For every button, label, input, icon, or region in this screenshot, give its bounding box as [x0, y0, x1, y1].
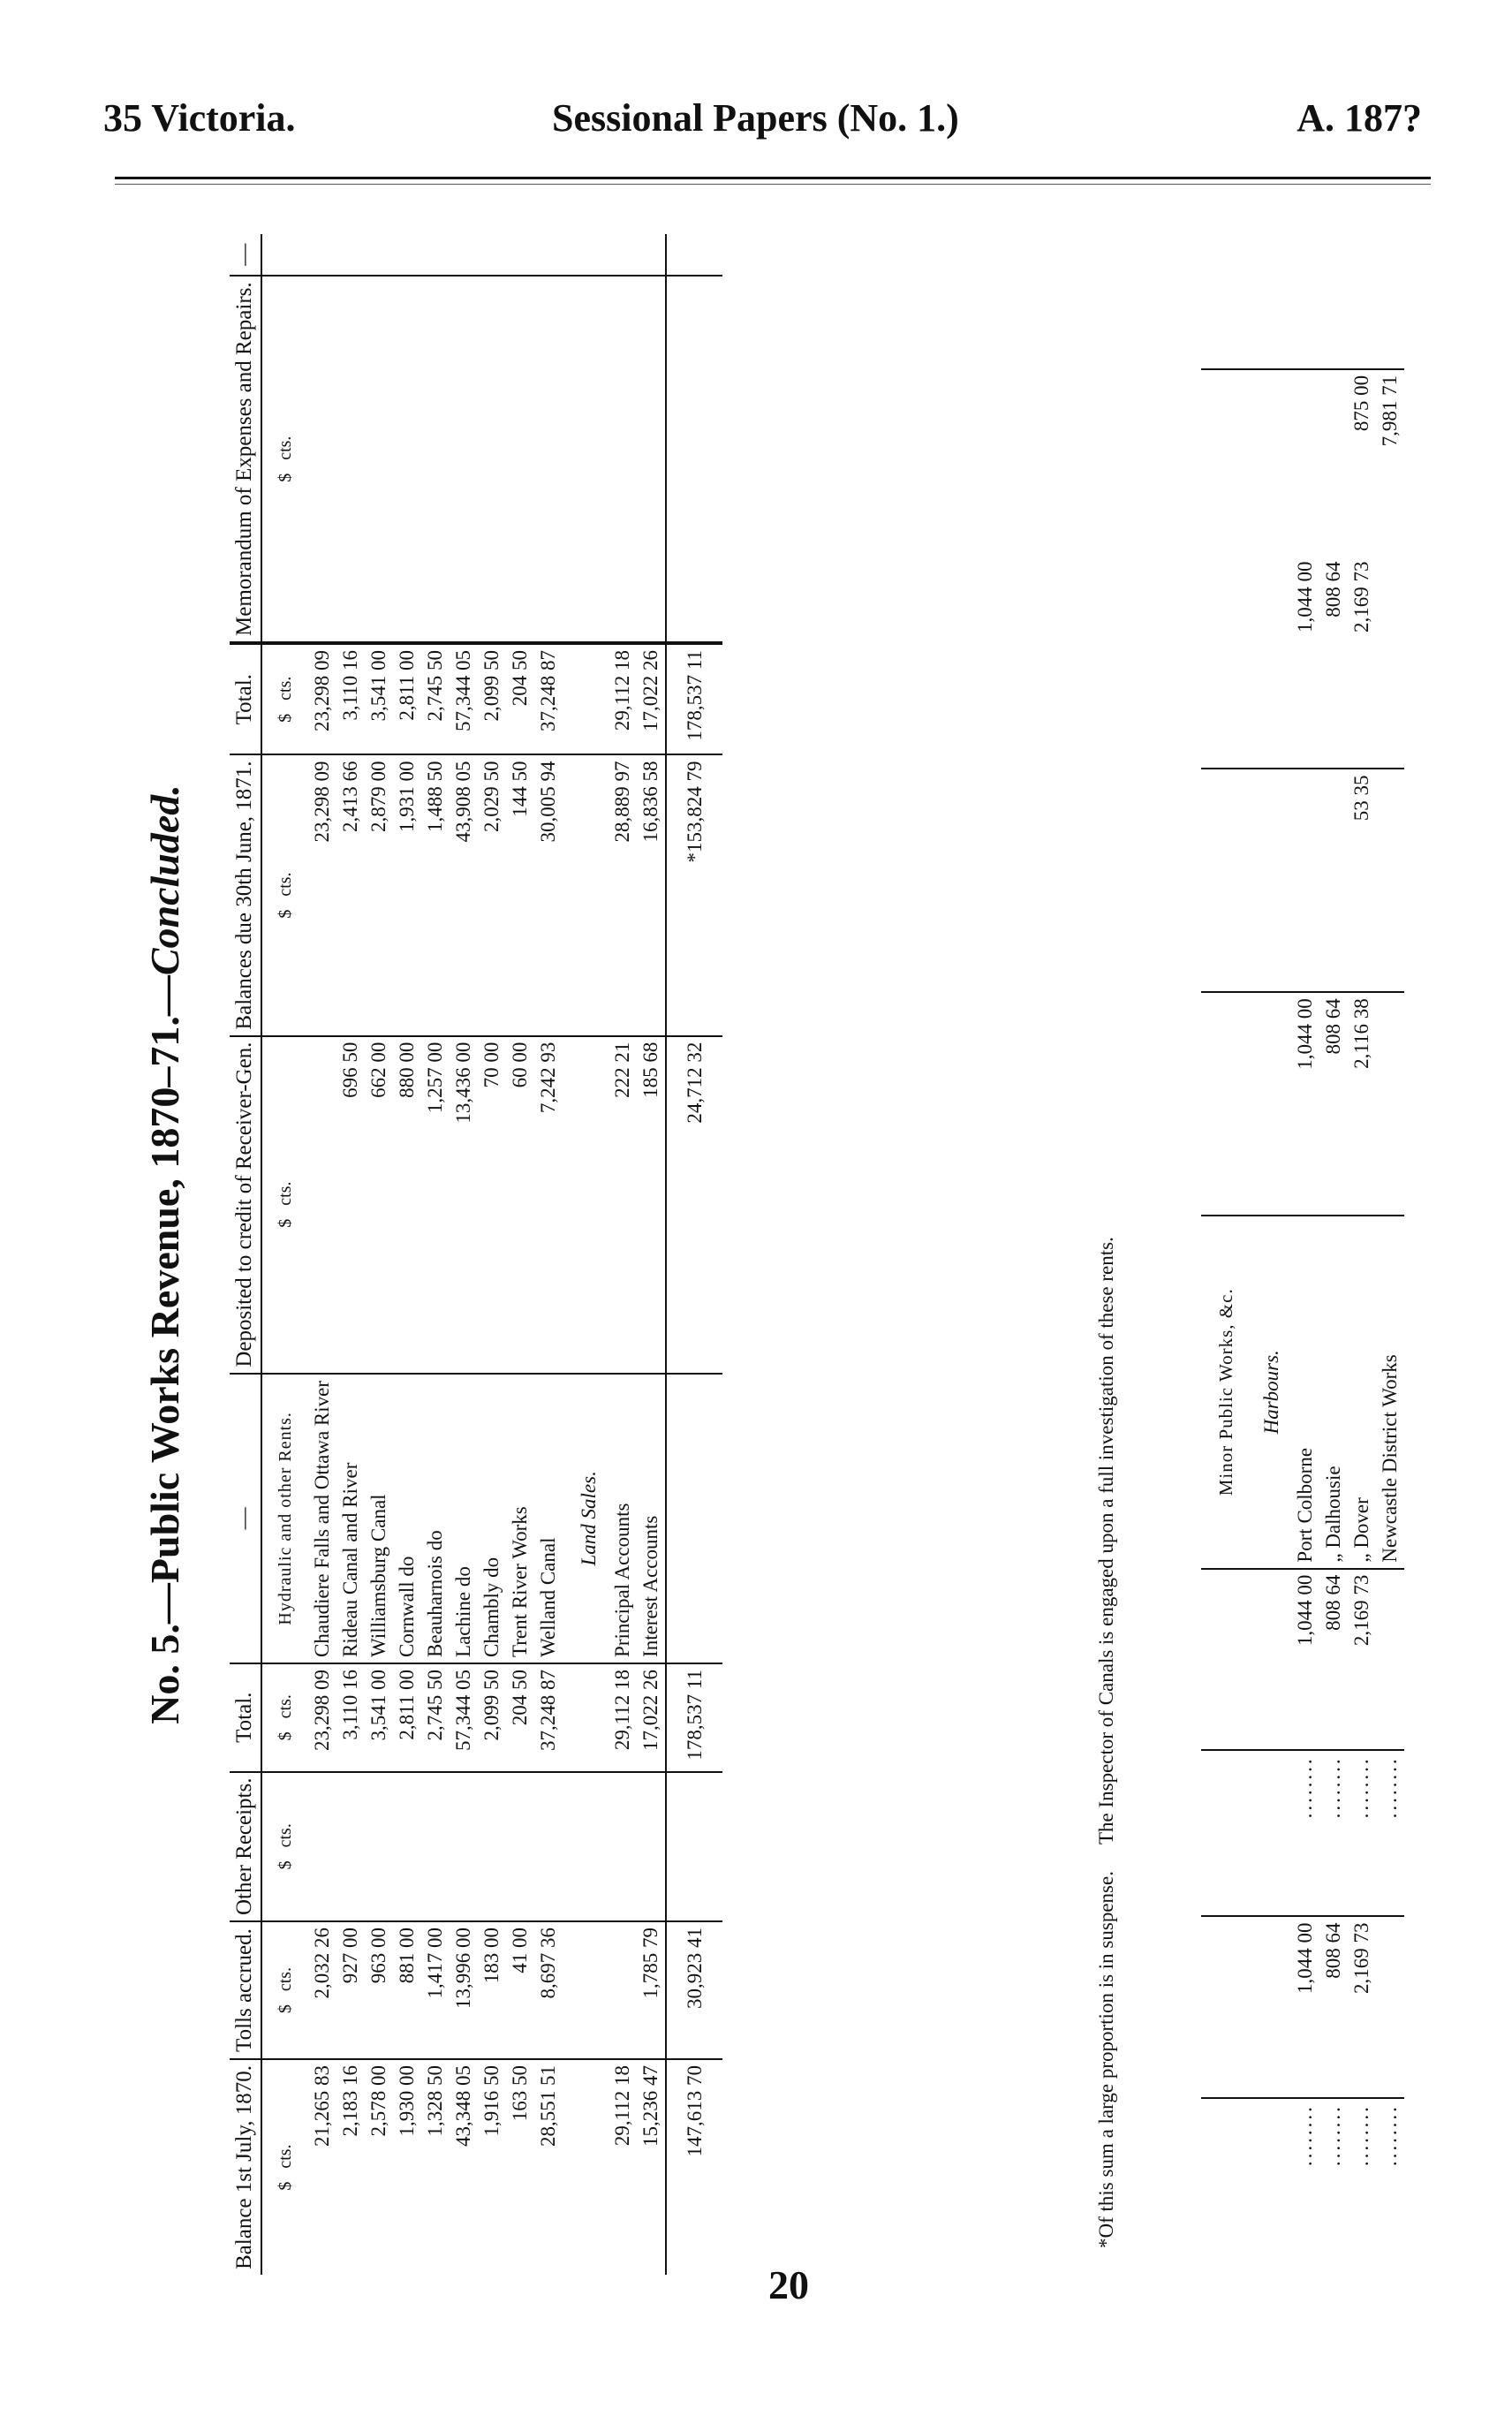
table-row [336, 234, 365, 2275]
cell-tolls [1376, 1916, 1404, 2098]
table-title-main: No. 5.—Public Works Revenue, 1870–71.— [142, 975, 187, 1724]
cell-balance: 2,183 16 [338, 2065, 361, 2137]
cell-tolls: 41 00 [506, 1921, 534, 2059]
table-row: ........ 808 64 ........ 808 64 „ Dalhousie 808 64 808 64 [1319, 234, 1348, 2275]
cell-deposited [308, 1036, 336, 1374]
cell-deposited: 60 00 [506, 1036, 534, 1374]
section-heading-hydraulic: Hydraulic and other Rents. [261, 1374, 308, 1663]
cell-other [393, 1772, 421, 1922]
cell-total2: 2,745 50 [421, 643, 450, 754]
header-rule-thin [115, 184, 1431, 185]
table-row [308, 234, 336, 2275]
cell-balance: 1,328 50 [424, 2065, 447, 2137]
cell-other [637, 1772, 666, 1922]
col-total2-header: Total. [230, 643, 261, 754]
cell-total2: 3,541 00 [365, 643, 393, 754]
cell-name: „ Dalhousie [1319, 1216, 1348, 1569]
cell-total2 [1376, 557, 1404, 769]
total-deposited: 24,712 32 [666, 1036, 722, 1374]
unit-cts: cts. [275, 1823, 295, 1848]
cell-balances: 28,889 97 [609, 754, 637, 1035]
cell-total2: 2,099 50 [478, 643, 506, 754]
cell-total: 2,099 50 [478, 1663, 506, 1772]
cell-name: Williamsburg Canal [365, 1374, 393, 1663]
cell-name: Principal Accounts [609, 1374, 637, 1663]
cell-memo [1291, 369, 1319, 557]
table-row [365, 234, 393, 2275]
cell-balances [1376, 769, 1404, 992]
cell-name: Trent River Works [506, 1374, 534, 1663]
cell-total2: 57,344 05 [450, 643, 478, 754]
cell-balances: 1,931 00 [393, 754, 421, 1035]
total-total: 178,537 11 [666, 1663, 722, 1772]
cell-total: 808 64 [1319, 1569, 1348, 1751]
cell-tolls: 963 00 [365, 1921, 393, 2059]
cell-total: 23,298 09 [308, 1663, 336, 1772]
cell-deposited [1376, 992, 1404, 1216]
cell-total: 29,112 18 [609, 1663, 637, 1772]
cell-balances: 144 50 [506, 754, 534, 1035]
cell-balances [1319, 769, 1348, 992]
cell-total2: 1,044 00 [1291, 557, 1319, 769]
cell-tolls: 881 00 [393, 1921, 421, 2059]
cell-tolls: 183 00 [478, 1921, 506, 2059]
section-heading-minor: Minor Public Works, &c. [1201, 1216, 1245, 1569]
col-extra-header: — [230, 234, 261, 276]
table-row [393, 234, 421, 2275]
cell-deposited: 1,257 00 [421, 1036, 450, 1374]
table-row [534, 234, 563, 2275]
cell-balances: 30,005 94 [534, 754, 563, 1035]
footnote-left: *Of this sum a large proportion is in suspense. [1095, 1871, 1117, 2248]
unit-cts: cts. [275, 1181, 295, 1206]
table-title [141, 234, 188, 2275]
running-head [84, 95, 1431, 148]
unit-dollar: $ [275, 1860, 295, 1870]
running-head-center: Sessional Papers (No. 1.) [552, 96, 959, 140]
cell-deposited: 13,436 00 [450, 1036, 478, 1374]
cell-name: Newcastle District Works [1376, 1216, 1404, 1569]
table-row [421, 234, 450, 2275]
cell-total2: 204 50 [506, 643, 534, 754]
section-heading-harbours: Harbours. [1245, 1216, 1291, 1569]
cell-deposited: 808 64 [1319, 992, 1348, 1216]
cell-other [450, 1772, 478, 1922]
cell-tolls: 2,032 26 [308, 1921, 336, 2059]
cell-total2: 2,811 00 [393, 643, 421, 754]
cell-total: 57,344 05 [450, 1663, 478, 1772]
col-name-header: — [230, 1374, 261, 1663]
cell-total: 1,044 00 [1291, 1569, 1319, 1751]
col-memo-header: Memorandum of Expenses and Repairs. [230, 276, 261, 643]
cell-total2: 29,112 18 [609, 643, 637, 754]
cell-tolls: 927 00 [336, 1921, 365, 2059]
unit-dollar: $ [275, 2004, 295, 2014]
cell-total [1376, 1569, 1404, 1751]
cell-balance: 1,930 00 [396, 2065, 419, 2137]
cell-total: 3,541 00 [365, 1663, 393, 1772]
total-balance: 147,613 70 [666, 2059, 722, 2275]
footnote [1095, 234, 1118, 2275]
col-total-header: Total. [230, 1663, 261, 1772]
cell-tolls: 1,044 00 [1291, 1916, 1319, 2098]
cell-balances: 2,879 00 [365, 754, 393, 1035]
cell-other [609, 1772, 637, 1922]
col-other-header: Other Receipts. [230, 1772, 261, 1922]
cell-balances [1291, 769, 1319, 992]
cell-name: Chaudiere Falls and Ottawa River [308, 1374, 336, 1663]
unit-dollar: $ [275, 1731, 295, 1741]
cell-tolls [609, 1921, 637, 2059]
cell-memo [1319, 369, 1348, 557]
total-total2: 178,537 11 [666, 643, 722, 754]
cell-total2: 808 64 [1319, 557, 1348, 769]
cell-deposited: 1,044 00 [1291, 992, 1319, 1216]
unit-cts: cts. [275, 872, 295, 897]
minor-works-table [1201, 234, 1404, 2275]
cell-deposited: 2,116 38 [1348, 992, 1376, 1216]
cell-other [365, 1772, 393, 1922]
footnote-right: The Inspector of Canals is engaged upon a full investigation of these rents. [1095, 1237, 1117, 1845]
cell-total: 37,248 87 [534, 1663, 563, 1772]
cell-deposited: 696 50 [336, 1036, 365, 1374]
cell-name: Chambly do [478, 1374, 506, 1663]
cell-other [421, 1772, 450, 1922]
cell-other [506, 1772, 534, 1922]
cell-balances: 1,488 50 [421, 754, 450, 1035]
cell-balances: 2,413 66 [336, 754, 365, 1035]
table-row [609, 234, 637, 2275]
unit-cts: cts. [275, 1694, 295, 1719]
cell-deposited: 222 21 [609, 1036, 637, 1374]
cell-total: 17,022 26 [637, 1663, 666, 1772]
table-row [637, 234, 666, 2275]
col-balance-header: Balance 1st July, 1870. [230, 2059, 261, 2275]
cell-balances: 16,836 58 [637, 754, 666, 1035]
cell-tolls: 13,996 00 [450, 1921, 478, 2059]
total-balances: *153,824 79 [666, 754, 722, 1035]
section-heading-land: Land Sales. [563, 1374, 609, 1663]
cell-deposited: 70 00 [478, 1036, 506, 1374]
unit-cts: cts. [275, 1966, 295, 1992]
cell-balance: 163 50 [509, 2065, 532, 2122]
cell-tolls: 1,785 79 [637, 1921, 666, 2059]
total-tolls: 30,923 41 [666, 1921, 722, 2059]
cell-balance: 2,578 00 [367, 2065, 389, 2137]
cell-deposited: 185 68 [637, 1036, 666, 1374]
unit-cts: cts. [275, 676, 295, 701]
cell-other [308, 1772, 336, 1922]
cell-other [336, 1772, 365, 1922]
total-other [666, 1772, 722, 1922]
table-row [450, 234, 478, 2275]
table-row: ........ 1,044 00 ........ 1,044 00 Port Colborne 1,044 00 1,044 00 [1291, 234, 1319, 2275]
cell-balances: 23,298 09 [308, 754, 336, 1035]
cell-tolls: 1,417 00 [421, 1921, 450, 2059]
rotated-table-page [141, 234, 1448, 2275]
cell-total: 204 50 [506, 1663, 534, 1772]
cell-balance: 21,265 83 [310, 2065, 333, 2148]
cell-balance: 28,551 51 [537, 2065, 560, 2148]
table-row [478, 234, 506, 2275]
cell-name: „ Dover [1348, 1216, 1376, 1569]
cell-total: 2,811 00 [393, 1663, 421, 1772]
cell-name: Rideau Canal and River [336, 1374, 365, 1663]
section-row-land [563, 234, 609, 2275]
cell-total: 2,169 73 [1348, 1569, 1376, 1751]
table-row [506, 234, 534, 2275]
cell-name: Welland Canal [534, 1374, 563, 1663]
cell-balance: 43,348 05 [452, 2065, 475, 2148]
cell-tolls: 2,169 73 [1348, 1916, 1376, 2098]
cell-other [534, 1772, 563, 1922]
cell-memo: 875 00 [1349, 375, 1372, 432]
unit-dollar: $ [275, 909, 295, 919]
cell-tolls: 808 64 [1319, 1916, 1348, 2098]
col-deposited-header: Deposited to credit of Receiver-Gen. [230, 1036, 261, 1374]
totals-row [666, 234, 722, 2275]
cell-total2: 17,022 26 [637, 643, 666, 754]
cell-balance: 15,236 47 [639, 2065, 662, 2148]
cell-tolls: 8,697 36 [534, 1921, 563, 2059]
cell-name: Lachine do [450, 1374, 478, 1663]
table-row: ........ 2,169 73 ........ 2,169 73 „ Dover 2,116 38 53 35 2,169 73 875 00 [1348, 234, 1376, 2275]
cell-memo: 7,981 71 [1378, 375, 1401, 447]
table-title-emph: Concluded. [142, 784, 187, 976]
revenue-table [230, 234, 722, 2275]
cell-deposited: 662 00 [365, 1036, 393, 1374]
running-head-right: A. 187? [1297, 96, 1422, 140]
header-rule [115, 177, 1431, 179]
cell-name: Cornwall do [393, 1374, 421, 1663]
cell-balances: 2,029 50 [478, 754, 506, 1035]
unit-cts: cts. [275, 2144, 295, 2169]
unit-dollar: $ [275, 1218, 295, 1228]
unit-dollar: $ [275, 713, 295, 723]
table-row: ........ ........ Newcastle District Works 7,981 71 [1376, 234, 1404, 2275]
col-balances-header: Balances due 30th June, 1871. [230, 754, 261, 1035]
unit-row [261, 234, 308, 2275]
cell-name: Interest Accounts [637, 1374, 666, 1663]
cell-deposited: 7,242 93 [534, 1036, 563, 1374]
cell-balance: 29,112 18 [611, 2065, 634, 2147]
cell-total2: 3,110 16 [336, 643, 365, 754]
cell-deposited: 880 00 [393, 1036, 421, 1374]
cell-total: 3,110 16 [336, 1663, 365, 1772]
cell-total2: 37,248 87 [534, 643, 563, 754]
cell-name: Beauharnois do [421, 1374, 450, 1663]
cell-balances: 53 35 [1348, 769, 1376, 992]
col-tolls-header: Tolls accrued. [230, 1921, 261, 2059]
cell-other [478, 1772, 506, 1922]
cell-total2: 23,298 09 [308, 643, 336, 754]
page-number: 20 [768, 2262, 809, 2307]
running-head-left: 35 Victoria. [103, 96, 296, 140]
section-row-harbours [1245, 234, 1291, 2275]
cell-total: 2,745 50 [421, 1663, 450, 1772]
section-row-minor [1201, 234, 1245, 2275]
cell-balances: 43,908 05 [450, 754, 478, 1035]
unit-dollar: $ [275, 2181, 295, 2191]
header-row [230, 234, 261, 2275]
unit-dollar: $ [275, 473, 295, 482]
cell-balance: 1,916 50 [480, 2065, 503, 2137]
cell-name: Port Colborne [1291, 1216, 1319, 1569]
cell-total2: 2,169 73 [1348, 557, 1376, 769]
unit-cts: cts. [275, 436, 295, 460]
